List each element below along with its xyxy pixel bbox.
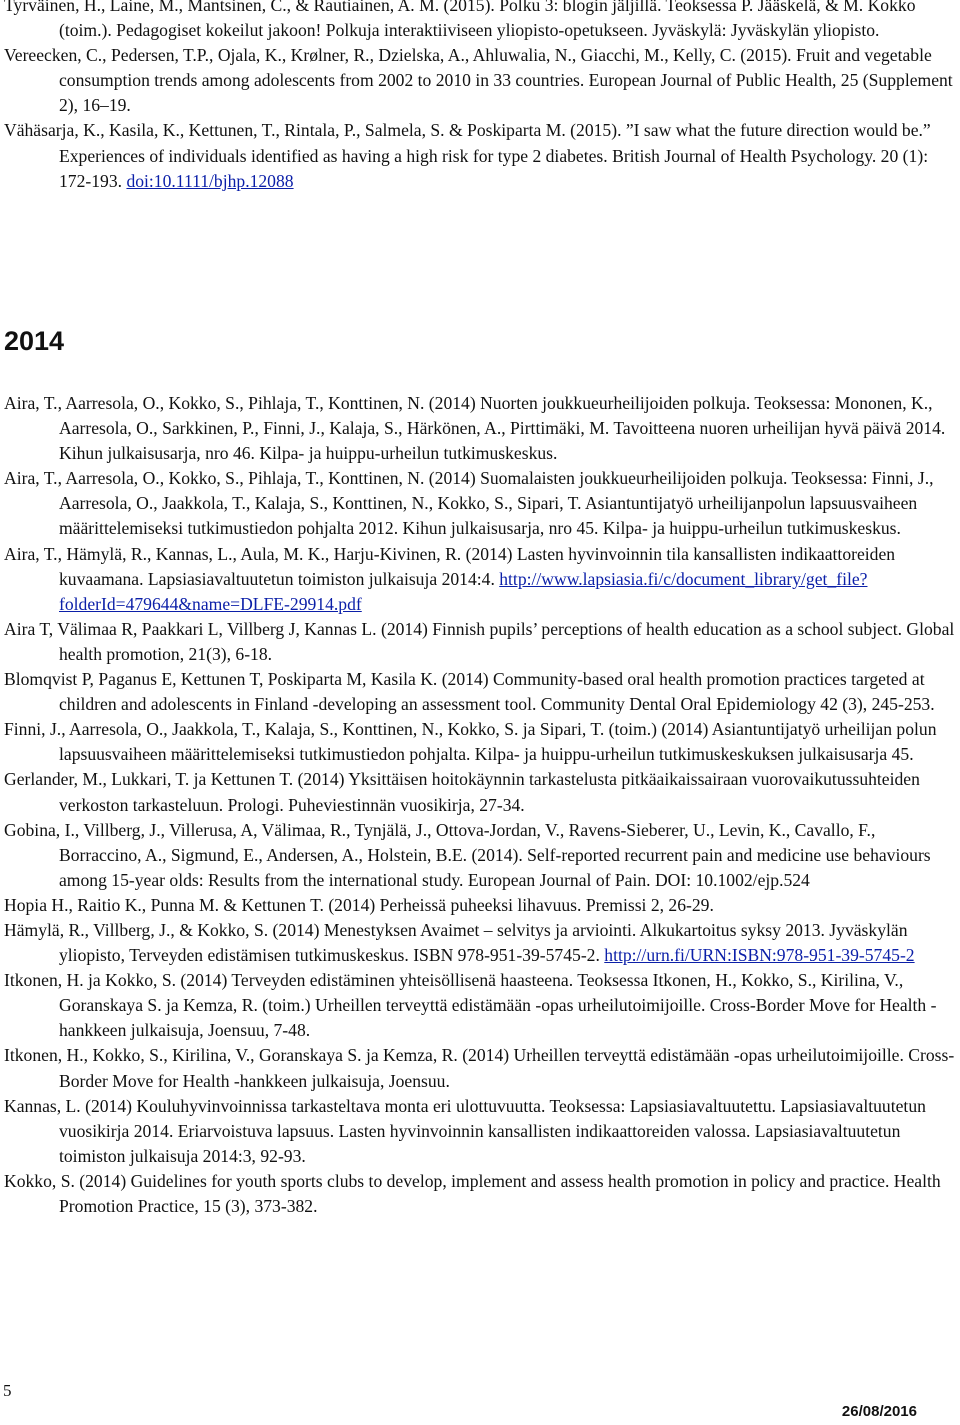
reference-entry	[4, 118, 956, 193]
reference-entry	[4, 667, 956, 717]
reference-text: Kokko, S. (2014) Guidelines for youth sports clubs to develop, implement and assess health promotion in policy and practice. Health Promotion Practice, 15 (3), 373-382.	[4, 1170, 941, 1216]
reference-link[interactable]: http://www.lapsiasia.fi/c/document_library/get_file?folderId=479644&name=DLFE-29914.pdf	[59, 568, 868, 614]
reference-text: Tyrväinen, H., Laine, M., Mantsinen, C., & Rautiainen, A. M. (2015). Polku 3: blogin jäljillä. Teoksessa P. Jääskelä, & M. Kokko (toim.). Pedagogiset kokeilut jakoon! Polkuja interaktiiviseen yliopisto-opetukseen. Jyväskylä: Jyväskylän yliopisto.	[4, 0, 916, 41]
reference-text: Gobina, I., Villberg, J., Villerusa, A, Välimaa, R., Tynjälä, J., Ottova-Jordan, V., Ravens-Sieberer, U., Levin, K., Cavallo, F., Borraccino, A., Sigmund, E., Andersen, A., Holstein, B.E. (2014). Self-reported recurrent pain and medicine use behaviours among 15-year olds: Results from the international study. European Journal of Pain. DOI: 10.1002/ejp.524	[4, 819, 931, 890]
reference-text: Hämylä, R., Villberg, J., & Kokko, S. (2014) Menestyksen Avaimet – selvitys ja arviointi. Alkukartoitus syksy 2013. Jyväskylän yliopisto, Terveyden edistämisen tutkimuskeskus. ISBN 978-951-39-5745-2.	[4, 919, 908, 966]
reference-entry	[4, 767, 956, 817]
reference-entry	[4, 918, 956, 968]
reference-entry	[4, 893, 956, 918]
reference-text: Hopia H., Raitio K., Punna M. & Kettunen T. (2014) Perheissä puheeksi lihavuus. Premissi 2, 26-29.	[4, 894, 714, 915]
reference-entry	[4, 391, 956, 466]
reference-entry	[4, 617, 956, 667]
footer-date: 26/08/2016	[841, 1403, 917, 1420]
reference-text: Vereecken, C., Pedersen, T.P., Ojala, K., Krølner, R., Dzielska, A., Ahluwalia, N., Giacchi, M., Kelly, C. (2015). Fruit and vegetable consumption trends among adolescents from 2002 to 2010 in 33 countries. European Journal of Public Health, 25 (Supplement 2), 16–19.	[4, 45, 953, 116]
reference-entry	[4, 1094, 956, 1169]
reference-entry	[4, 542, 956, 617]
page-number: 5	[3, 1381, 12, 1400]
reference-text: Vähäsarja, K., Kasila, K., Kettunen, T., Rintala, P., Salmela, S. & Poskiparta M. (2015). ”I saw what the future direction would be.” Experiences of individuals identified as having a high risk for type 2 diabetes. British Journal of Health Psychology. 20 (1): 172-193.	[4, 120, 931, 191]
reference-link[interactable]: doi:10.1111/bjhp.12088	[126, 170, 294, 191]
reference-entry	[4, 1043, 956, 1093]
reference-text: Aira, T., Aarresola, O., Kokko, S., Pihlaja, T., Konttinen, N. (2014) Suomalaisten joukkueurheilijoiden polkuja. Teoksessa: Finni, J., Aarresola, O., Jaakkola, T., Kalaja, S., Konttinen, N., Kokko, S., Sipari, T. Asiantuntijatyö urheilijanpolun lapsuusvaiheen määrittelemiseksi tutkimustiedon pohjalta 2012. Kihun julkaisusarja, nro 45. Kilpa- ja huippu-urheilun tutkimuskeskus.	[4, 468, 934, 539]
reference-entry	[4, 43, 956, 118]
reference-entry	[4, 968, 956, 1043]
reference-text: Aira T, Välimaa R, Paakkari L, Villberg J, Kannas L. (2014) Finnish pupils’ perceptions of health education as a school subject. Global health promotion, 21(3), 6-18.	[4, 618, 955, 664]
reference-text: Aira, T., Hämylä, R., Kannas, L., Aula, M. K., Harju-Kivinen, R. (2014) Lasten hyvinvoinnin tila kansallisten indikaattoreiden kuvaamana. Lapsiasiavaltuutetun toimiston julkaisuja 2014:4.	[4, 543, 896, 589]
reference-text: Kannas, L. (2014) Kouluhyvinvoinnissa tarkasteltava monta eri ulottuvuutta. Teoksessa: Lapsiasiavaltuutettu. Lapsiasiavaltuutetun vuosikirja 2014. Eriarvoistuva lapsuus. Lasten hyvinvoinnin kansallisten indikaattoreiden valossa. Lapsiasiavaltuutetun toimiston julkaisuja 2014:3, 92-93.	[4, 1095, 926, 1166]
reference-link[interactable]: http://urn.fi/URN:ISBN:978-951-39-5745-2	[604, 945, 915, 966]
reference-entry	[4, 466, 956, 541]
reference-text: Itkonen, H. ja Kokko, S. (2014) Terveyden edistäminen yhteisöllisenä haasteena. Teoksessa Itkonen, H., Kokko, S., Kirilina, V., Goranskaya S. ja Kemza, R. (toim.) Urheillen terveyttä edistämään -opas urheilutoimijoille. Cross-Border Move for Health -hankkeen julkaisuja, Joensuu, 7-48.	[4, 970, 937, 1041]
reference-entry	[4, 818, 956, 893]
reference-text: Blomqvist P, Paganus E, Kettunen T, Poskiparta M, Kasila K. (2014) Community-based oral health promotion practices targeted at children and adolescents in Finland -developing an assessment tool. Community Dental Oral Epidemiology 42 (3), 245-253.	[4, 669, 935, 715]
reference-text: Gerlander, M., Lukkari, T. ja Kettunen T. (2014) Yksittäisen hoitokäynnin tarkastelusta pitkäaikaissairaan vuorovaikutussuhteiden verkoston tarkasteluun. Prologi. Puheviestinnän vuosikirja, 27-34.	[4, 769, 920, 815]
reference-text: Aira, T., Aarresola, O., Kokko, S., Pihlaja, T., Konttinen, N. (2014) Nuorten joukkueurheilijoiden polkuja. Teoksessa: Mononen, K., Aarresola, O., Sarkkinen, P., Finni, J., Kalaja, S., Härkönen, A., Pirttimäki, M. Tavoitteena nuoren urheilijan hyvä päivä 2014. Kihun julkaisusarja, nro 46. Kilpa- ja huippu-urheilun tutkimuskeskus.	[4, 393, 946, 464]
reference-list-2015	[4, 0, 956, 194]
reference-entry	[4, 1169, 956, 1219]
reference-text: Itkonen, H., Kokko, S., Kirilina, V., Goranskaya S. ja Kemza, R. (2014) Urheillen terveyttä edistämään -opas urheilutoimijoille. Cross-Border Move for Health -hankkeen julkaisuja, Joensuu.	[4, 1045, 955, 1091]
reference-text: Finni, J., Aarresola, O., Jaakkola, T., Kalaja, S., Konttinen, N., Kokko, S. ja Sipari, T. (toim.) (2014) Asiantuntijatyö urheilijan polun lapsuusvaiheen määrittelemiseksi tutkimustiedon pohjalta. Kilpa- ja huippu-urheilun tutkimuskeskuksen julkaisusarja 45.	[4, 719, 937, 765]
year-heading: 2014	[4, 326, 65, 356]
reference-entry	[4, 0, 956, 43]
reference-list-2014	[4, 391, 956, 1219]
reference-entry	[4, 717, 956, 767]
